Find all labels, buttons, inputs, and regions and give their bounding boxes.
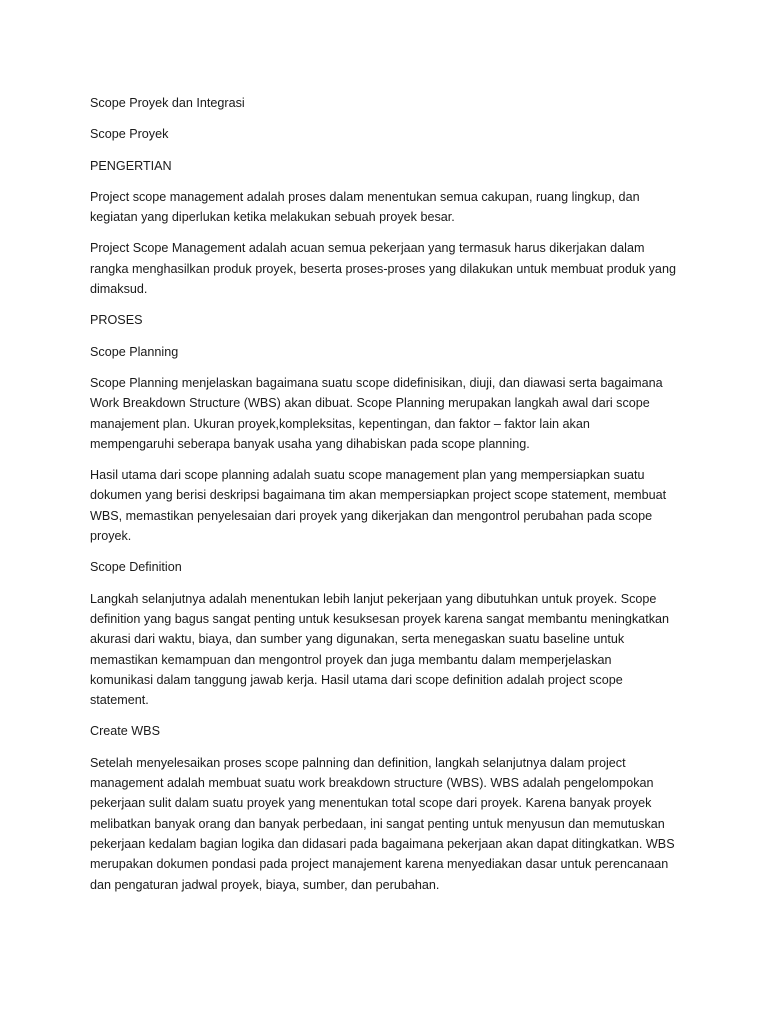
text-line: Scope Proyek dan Integrasi bbox=[90, 96, 245, 110]
text-line: PENGERTIAN bbox=[90, 158, 172, 173]
text-line: management adalah membuat suatu work breakdown structure (WBS). WBS adalah pengelompokan bbox=[90, 776, 654, 791]
text-line: Work Breakdown Structure (WBS) akan dibuat. Scope Planning merupakan langkah awal dari scope bbox=[90, 396, 650, 411]
text-line: kegiatan yang diperlukan ketika melakukan sebuah proyek besar. bbox=[90, 210, 455, 225]
text-line: dimaksud. bbox=[90, 282, 148, 297]
paragraph bbox=[90, 373, 678, 454]
text-line: Project scope management adalah proses dalam menentukan semua cakupan, ruang lingkup, dan bbox=[90, 189, 640, 204]
paragraph bbox=[90, 589, 678, 711]
text-line: Scope Definition bbox=[90, 560, 182, 575]
text-line: dokumen yang berisi deskripsi bagaimana tim akan mempersiapkan project scope statement, membuat bbox=[90, 488, 667, 503]
text-line: WBS, memastikan penyelesaian dari proyek yang dikerjakan dan mengontrol perubahan pada scope bbox=[90, 508, 653, 523]
text-line: komunikasi dalam tanggung jawab kerja. Hasil utama dari scope definition adalah project scope bbox=[90, 672, 623, 687]
text-line: Scope Planning menjelaskan bagaimana suatu scope didefinisikan, diuji, dan diawasi serta bagaimana bbox=[90, 375, 663, 390]
text-line: pekerjaan kedalam bagian logika dan didasari pada bagaimana pekerjaan akan dapat ditingkatkan. WBS bbox=[90, 836, 675, 851]
text-line: merupakan dokumen pondasi pada project manajement karena menyediakan dasar untuk perencanaan bbox=[90, 857, 669, 872]
paragraph bbox=[90, 187, 678, 228]
text-line: PROSES bbox=[90, 313, 143, 328]
text-line: Create WBS bbox=[90, 724, 160, 739]
text-line: Setelah menyelesaikan proses scope palnning dan definition, langkah selanjutnya dalam project bbox=[90, 755, 626, 770]
text-line: Project Scope Management adalah acuan semua pekerjaan yang termasuk harus dikerjakan dalam bbox=[90, 241, 645, 256]
text-line: Langkah selanjutnya adalah menentukan lebih lanjut pekerjaan yang dibutuhkan untuk proyek. Scope bbox=[90, 591, 657, 606]
text-line: Scope Proyek bbox=[90, 127, 169, 142]
text-line: melibatkan banyak orang dan banyak perbedaan, ini sangat penting untuk menyusun dan memutuskan bbox=[90, 816, 665, 831]
text-line: Scope Planning bbox=[90, 344, 179, 359]
document-body bbox=[90, 93, 678, 895]
paragraph bbox=[90, 557, 678, 577]
paragraph bbox=[90, 753, 678, 895]
paragraph bbox=[90, 124, 678, 144]
paragraph bbox=[90, 93, 678, 113]
text-line: statement. bbox=[90, 693, 149, 708]
paragraph bbox=[90, 310, 678, 330]
text-line: mempengaruhi seberapa banyak usaha yang dihabiskan pada scope planning. bbox=[90, 436, 530, 451]
text-line: rangka menghasilkan produk proyek, beserta proses-proses yang dilakukan untuk membuat produk yang bbox=[90, 261, 676, 276]
paragraph bbox=[90, 238, 678, 299]
paragraph bbox=[90, 342, 678, 362]
paragraph bbox=[90, 156, 678, 176]
text-line: pekerjaan sulit dalam suatu proyek yang menentukan total scope dari proyek. Karena banyak proyek bbox=[90, 796, 652, 811]
text-line: manajement plan. Ukuran proyek,kompleksitas, kepentingan, dan faktor – faktor lain akan bbox=[90, 416, 590, 431]
paragraph bbox=[90, 721, 678, 741]
text-line: proyek. bbox=[90, 529, 132, 544]
text-line: dan pengaturan jadwal proyek, biaya, sumber, dan perubahan. bbox=[90, 877, 440, 892]
text-line: definition yang bagus sangat penting untuk kesuksesan proyek karena sangat membantu meningkatkan bbox=[90, 611, 669, 626]
paragraph bbox=[90, 465, 678, 546]
text-line: Hasil utama dari scope planning adalah suatu scope management plan yang mempersiapkan suatu bbox=[90, 468, 645, 483]
text-line: akurasi dari waktu, biaya, dan sumber yang digunakan, serta menegaskan suatu baseline untuk bbox=[90, 632, 625, 647]
text-line: memastikan kemampuan dan mengontrol proyek dan juga membantu dalam memperjelaskan bbox=[90, 652, 612, 667]
